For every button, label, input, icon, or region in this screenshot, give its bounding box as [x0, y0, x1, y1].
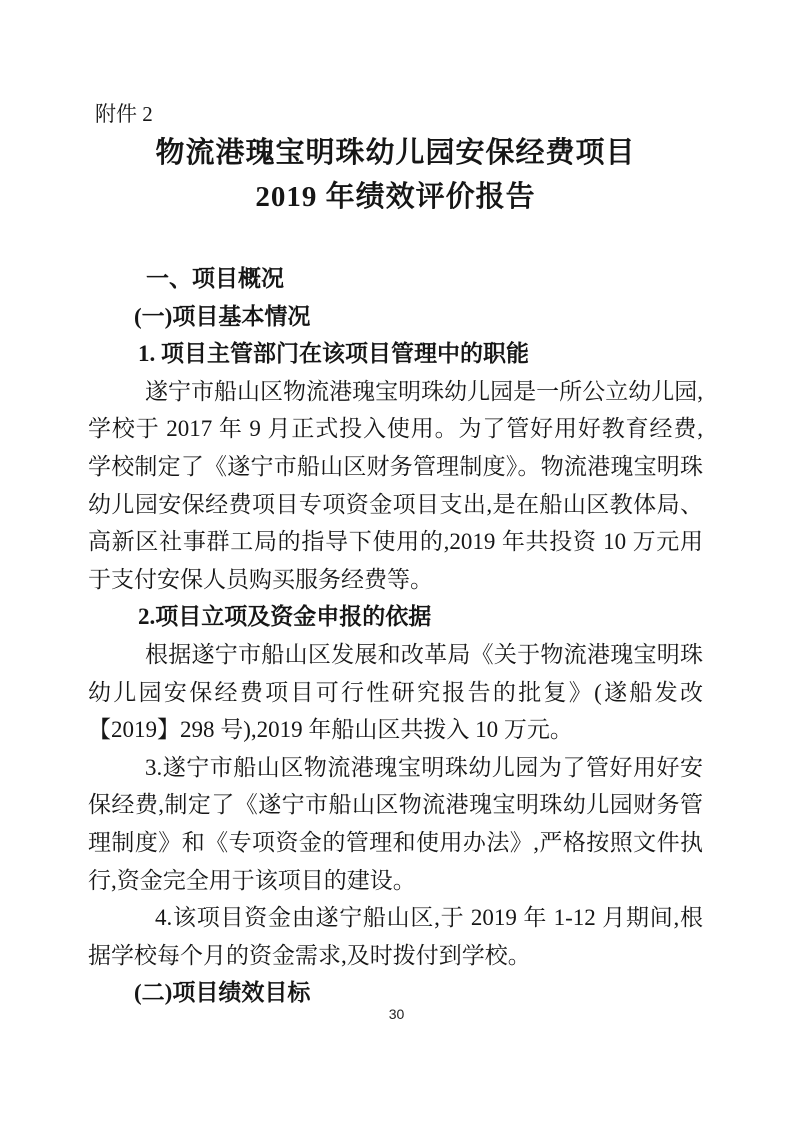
section-heading-overview: 一、项目概况	[146, 265, 284, 291]
document-title-line-2: 2019 年绩效评价报告	[255, 181, 536, 213]
paragraph-3: 3.遂宁市船山区物流港瑰宝明珠幼儿园为了管好用好安保经费,制定了《遂宁市船山区物流港瑰宝明珠幼儿园财务管理制度》和《专项资金的管理和使用办法》,严格按照文件执行,资金完全用于该项目的建设。	[88, 754, 703, 893]
paragraph-2: 根据遂宁市船山区发展和改革局《关于物流港瑰宝明珠幼儿园安保经费项目可行性研究报告的批复》(遂船发改【2019】298 号),2019 年船山区共拨入 10 万元。	[88, 641, 703, 743]
paragraph-4: 4.该项目资金由遂宁船山区,于 2019 年 1-12 月期间,根据学校每个月的资金需求,及时拨付到学校。	[88, 905, 703, 968]
document-title	[88, 131, 703, 219]
item-heading-2: 2.项目立项及资金申报的依据	[138, 604, 432, 630]
subsection-heading-performance-goals: (二)项目绩效目标	[134, 980, 311, 1006]
annex-label: 附件 2	[95, 102, 153, 126]
document-title-line-1: 物流港瑰宝明珠幼儿园安保经费项目	[155, 137, 636, 169]
subsection-heading-basic-info: (一)项目基本情况	[134, 303, 311, 329]
paragraph-1: 遂宁市船山区物流港瑰宝明珠幼儿园是一所公立幼儿园,学校于 2017 年 9 月正式投入使用。为了管好用好教育经费,学校制定了《遂宁市船山区财务管理制度》。物流港瑰宝明珠幼儿园安保经费项目专项资金项目支出,是在船山区教体局、高新区社事群工局的指导下使用的,2019 年共投资 10 万元用于支付安保人员购买服务经费等。	[88, 378, 703, 592]
page-number: 30	[388, 1006, 405, 1022]
item-heading-1: 1. 项目主管部门在该项目管理中的职能	[138, 341, 529, 367]
document-body	[88, 260, 703, 1012]
